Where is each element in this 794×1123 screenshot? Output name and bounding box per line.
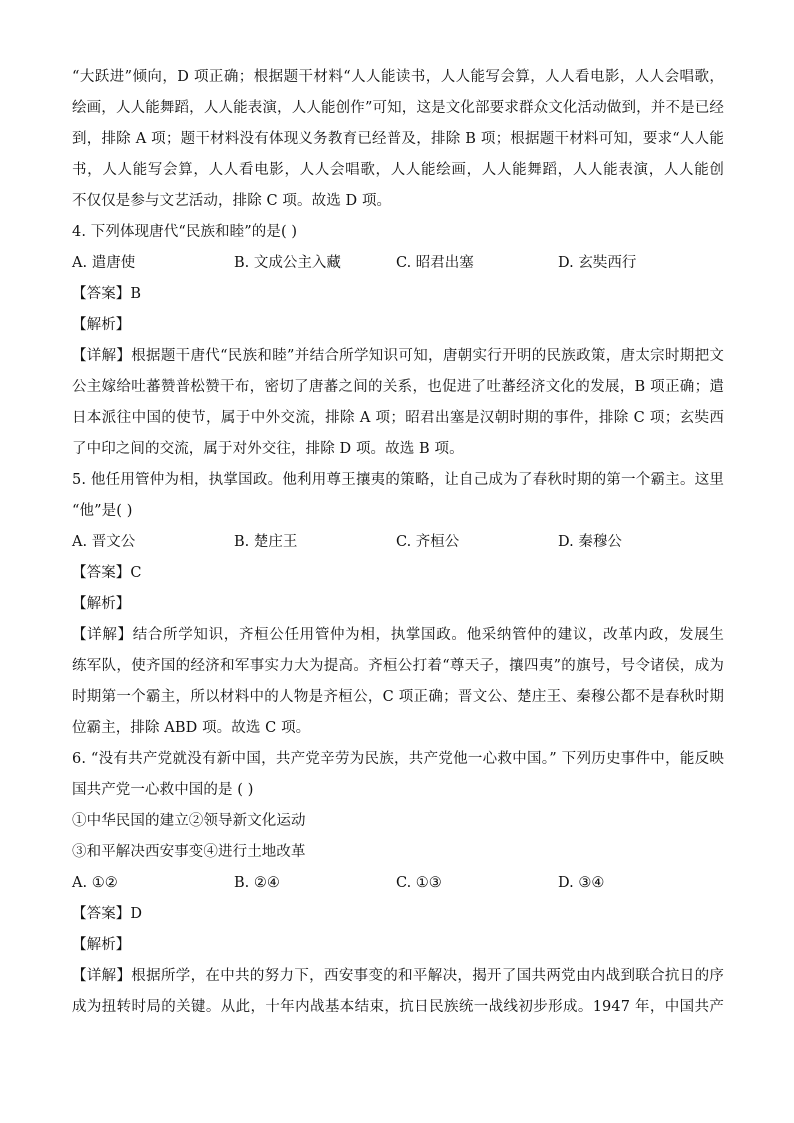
detail-line: 练军队，使齐国的经济和军事实力大为提高。齐桓公打着“尊天子，攘四夷”的旗号，号令诸侯，成为	[72, 658, 724, 674]
prev-explanation	[72, 62, 724, 217]
detail-line: 了中印之间的交流，属于对外交往，排除 D 项。故选 B 项。	[72, 441, 464, 457]
question-options	[72, 248, 724, 279]
question-stem: “他”是( )	[72, 503, 133, 519]
analysis-label: 【解析】	[72, 596, 131, 612]
document-page	[72, 62, 724, 1023]
text-line: “大跃进”倾向，D 项正确；根据题干材料“人人能读书，人人能写会算，人人看电影，人人会唱歌，	[72, 69, 724, 85]
detail-line: 成为扭转时局的关键。从此，十年内战基本结束，抗日民族统一战线初步形成。1947 年，中国共产	[72, 999, 724, 1015]
question-item: ③和平解决西安事变④进行土地改革	[72, 844, 306, 860]
question-stem: 4. 下列体现唐代“民族和睦”的是( )	[72, 224, 298, 240]
option-d: D. 玄奘西行	[558, 255, 637, 271]
question-6	[72, 744, 724, 1023]
detail-line: 日本派往中国的使节，属于中外交流，排除 A 项；昭君出塞是汉朝时期的事件，排除 C 项；玄奘西	[72, 410, 724, 426]
question-stem: 6. “没有共产党就没有新中国，共产党辛劳为民族，共产党他一心救中国。” 下列历史事件中，能反映	[72, 751, 724, 767]
detail-line: 【详解】结合所学知识，齐桓公任用管仲为相，执掌国政。他采纳管仲的建议，改革内政，发展生	[72, 627, 724, 643]
text-line: 书，人人能写会算，人人看电影，人人会唱歌，人人能绘画，人人能舞蹈，人人能表演，人人能创	[72, 162, 724, 178]
text-line: 绘画，人人能舞蹈，人人能表演，人人能创作”可知，这是文化部要求群众文化活动做到，并不是已经	[72, 100, 724, 116]
answer-label: 【答案】C	[72, 565, 142, 581]
answer-label: 【答案】B	[72, 286, 142, 302]
option-b: B. ②④	[234, 875, 280, 891]
question-stem: 国共产党一心救中国的是 ( )	[72, 782, 254, 798]
analysis-label: 【解析】	[72, 937, 131, 953]
text-line: 到，排除 A 项；题干材料没有体现义务教育已经普及，排除 B 项；根据题干材料可知，要求“人人能	[72, 131, 724, 147]
answer-label: 【答案】D	[72, 906, 143, 922]
analysis-label: 【解析】	[72, 317, 131, 333]
detail-line: 【详解】根据所学，在中共的努力下，西安事变的和平解决，揭开了国共两党由内战到联合抗日的序	[72, 968, 724, 984]
detail-line: 位霸主，排除 ABD 项。故选 C 项。	[72, 720, 311, 736]
option-a: A. 遣唐使	[72, 255, 136, 271]
question-5	[72, 465, 724, 744]
option-a: A. 晋文公	[72, 534, 136, 550]
detail-line: 时期第一个霸主，所以材料中的人物是齐桓公，C 项正确；晋文公、楚庄王、秦穆公都不是春秋时期	[72, 689, 724, 705]
detail-line: 【详解】根据题干唐代“民族和睦”并结合所学知识可知，唐朝实行开明的民族政策，唐太宗时期把文	[72, 348, 724, 364]
question-stem: 5. 他任用管仲为相，执掌国政。他利用尊王攘夷的策略，让自己成为了春秋时期的第一个霸主。这里	[72, 472, 724, 488]
question-4	[72, 217, 724, 465]
option-b: B. 文成公主入藏	[234, 255, 341, 271]
question-options	[72, 868, 724, 899]
option-b: B. 楚庄王	[234, 534, 298, 550]
text-line: 不仅仅是参与文艺活动，排除 C 项。故选 D 项。	[72, 193, 392, 209]
option-c: C. ①③	[396, 875, 442, 891]
question-item: ①中华民国的建立②领导新文化运动	[72, 813, 306, 829]
option-c: C. 昭君出塞	[396, 255, 474, 271]
question-options	[72, 527, 724, 558]
option-a: A. ①②	[72, 875, 118, 891]
option-d: D. 秦穆公	[558, 534, 622, 550]
detail-line: 公主嫁给吐蕃赞普松赞干布，密切了唐蕃之间的关系，也促进了吐蕃经济文化的发展，B 项正确；遣	[72, 379, 724, 395]
option-c: C. 齐桓公	[396, 534, 460, 550]
option-d: D. ③④	[558, 875, 605, 891]
